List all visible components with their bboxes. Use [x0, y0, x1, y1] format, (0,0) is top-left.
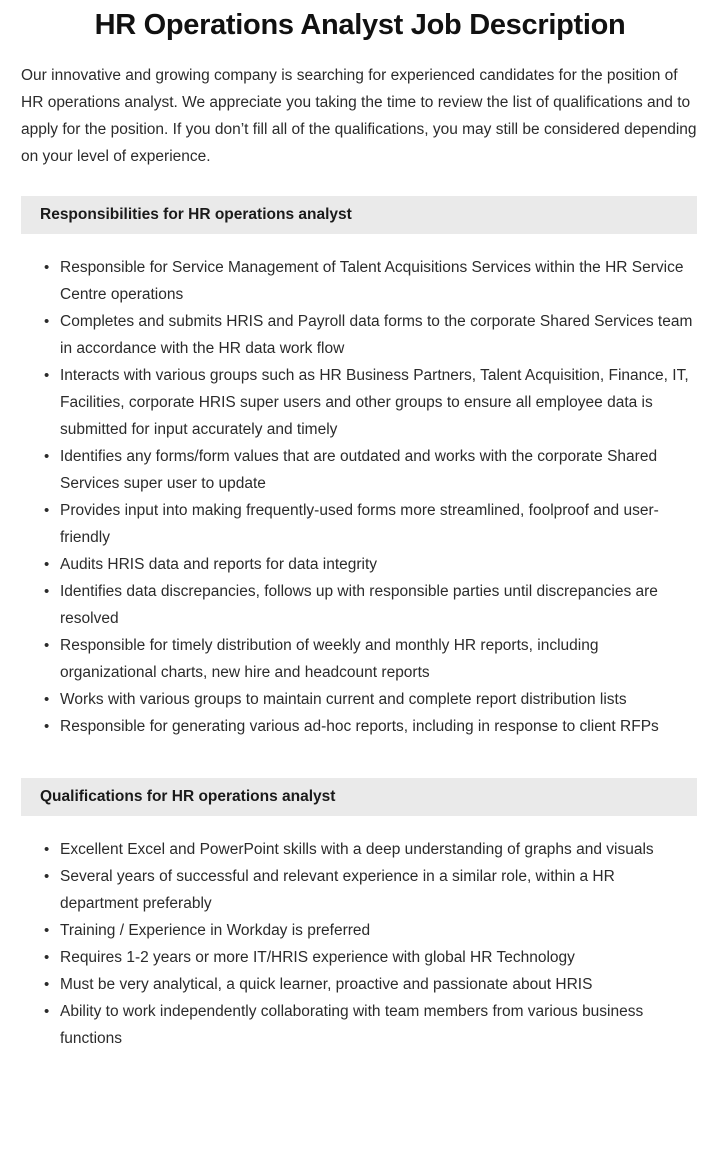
section-divider-space: [0, 740, 720, 752]
list-item: • Requires 1-2 years or more IT/HRIS experience with global HR Technology: [44, 944, 697, 971]
section-qualifications: [0, 778, 720, 1052]
page-title: HR Operations Analyst Job Description: [94, 9, 626, 41]
list-item: • Works with various groups to maintain current and complete report distribution lists: [44, 686, 697, 713]
list-item: • Responsible for Service Management of Talent Acquisitions Services within the HR Service Centre operations: [44, 254, 697, 308]
responsibilities-list: [0, 234, 720, 740]
qualifications-list: [0, 816, 720, 1052]
list-item: • Responsible for generating various ad-hoc reports, including in response to client RFPs: [44, 713, 697, 740]
list-item: • Identifies data discrepancies, follows up with responsible parties until discrepancies are resolved: [44, 578, 697, 632]
list-item: • Must be very analytical, a quick learner, proactive and passionate about HRIS: [44, 971, 697, 998]
list-item: • Excellent Excel and PowerPoint skills with a deep understanding of graphs and visuals: [44, 836, 697, 863]
list-item: • Training / Experience in Workday is preferred: [44, 917, 697, 944]
section-responsibilities: [0, 196, 720, 740]
section-heading-responsibilities: Responsibilities for HR operations analyst: [21, 196, 697, 234]
list-item: • Audits HRIS data and reports for data integrity: [44, 551, 697, 578]
list-item: • Interacts with various groups such as HR Business Partners, Talent Acquisition, Finance, IT, Facilities, corporate HRIS super users and other groups to ensure all employee data is submitted for input accurately and timely: [44, 362, 697, 443]
list-item: • Several years of successful and relevant experience in a similar role, within a HR department preferably: [44, 863, 697, 917]
section-heading-qualifications: Qualifications for HR operations analyst: [21, 778, 697, 816]
list-item: • Provides input into making frequently-used forms more streamlined, foolproof and user-friendly: [44, 497, 697, 551]
list-item: • Responsible for timely distribution of weekly and monthly HR reports, including organizational charts, new hire and headcount reports: [44, 632, 697, 686]
list-item: • Identifies any forms/form values that are outdated and works with the corporate Shared Services super user to update: [44, 443, 697, 497]
list-item: • Ability to work independently collaborating with team members from various business functions: [44, 998, 697, 1052]
list-item: • Completes and submits HRIS and Payroll data forms to the corporate Shared Services team in accordance with the HR data work flow: [44, 308, 697, 362]
intro-paragraph: Our innovative and growing company is searching for experienced candidates for the position of HR operations analyst. We appreciate you taking the time to review the list of qualifications and to apply for the position. If you don’t fill all of the qualifications, you may still be considered depending on your level of experience.: [21, 67, 697, 165]
